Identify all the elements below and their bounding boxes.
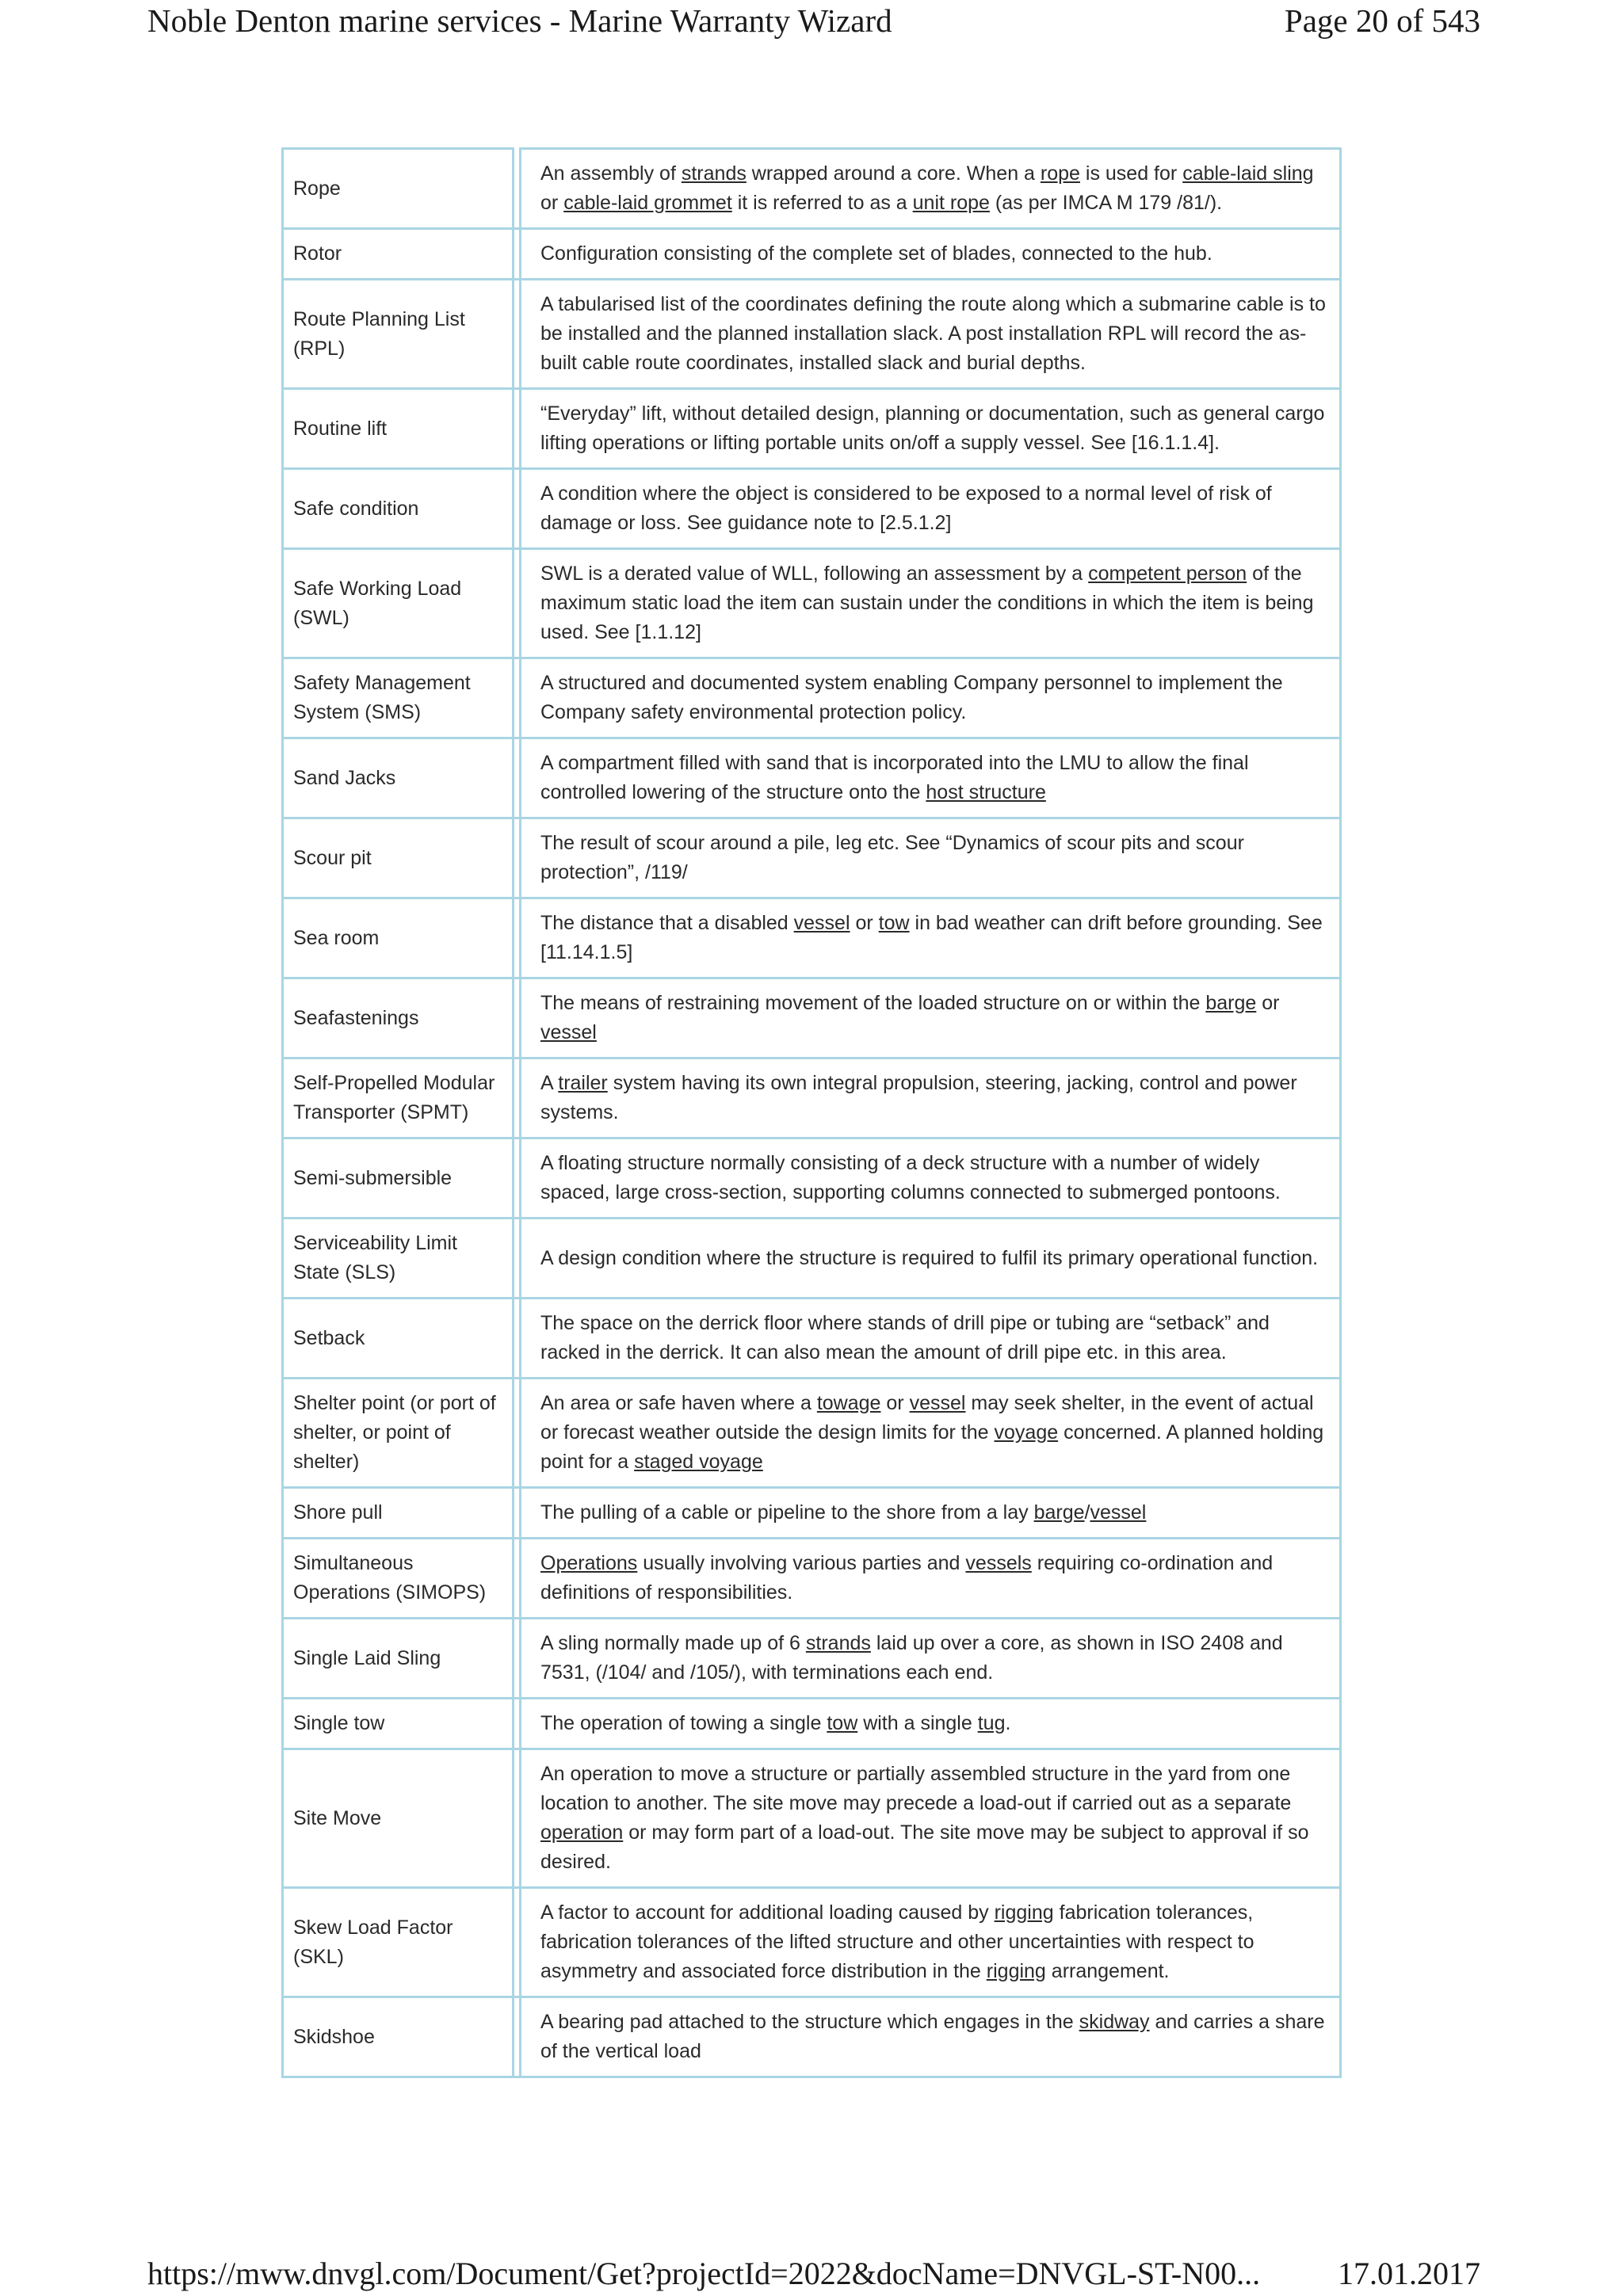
definition-text-segment: / (1084, 1501, 1090, 1524)
glossary-definition-text (540, 159, 1330, 218)
definition-text-segment: A (540, 1072, 559, 1094)
glossary-term-text: Seafastenings (293, 1006, 419, 1029)
glossary-term-text: Simultaneous Operations (SIMOPS) (293, 1552, 487, 1604)
glossary-term (281, 1889, 514, 1996)
definition-text-segment: SWL is a derated value of WLL, following an assessment by a (540, 563, 1089, 585)
glossary-row (281, 1750, 1342, 1889)
glossary-term (281, 1139, 514, 1217)
glossary-definition-text (540, 829, 1330, 887)
glossary-definition-text (540, 1244, 1318, 1273)
glossary-term-text: Routine lift (293, 417, 388, 440)
glossary-row (281, 147, 1342, 230)
cross-reference-link[interactable]: rigging (994, 1901, 1054, 1924)
glossary-row (281, 1489, 1342, 1539)
glossary-term (281, 147, 514, 227)
cross-reference-link[interactable]: towage (816, 1392, 881, 1414)
glossary-term-text: Shelter point (or port of shelter, or point of shelter) (293, 1392, 496, 1473)
glossary-row (281, 1299, 1342, 1379)
glossary-definition (519, 230, 1342, 278)
definition-text-segment: in bad weather can drift before grounding. See [11.14.1.5] (540, 912, 1323, 963)
definition-text-segment: A factor to account for additional loading caused by (540, 1901, 995, 1924)
glossary-row (281, 979, 1342, 1059)
definition-text-segment: or (880, 1392, 910, 1414)
definition-text-segment: or (850, 912, 879, 934)
definition-text-segment: or (1256, 992, 1280, 1014)
definition-text-segment: may seek shelter, in the event of actual or forecast weather outside the design limits for the (540, 1392, 1314, 1444)
definition-text-segment: usually involving various parties and (637, 1552, 966, 1574)
definition-text-segment: A sling normally made up of 6 (540, 1632, 806, 1654)
glossary-definition (519, 659, 1342, 737)
glossary-term-text: Sand Jacks (293, 766, 396, 789)
definition-text-segment: A design condition where the structure is required to fulfil its primary operational function. (540, 1246, 1319, 1269)
glossary-term (281, 1539, 514, 1617)
glossary-definition (519, 739, 1342, 817)
definition-text-segment: or (540, 192, 564, 214)
glossary-definition (519, 1998, 1342, 2076)
glossary-term-text: Rotor (293, 242, 342, 265)
definition-text-segment: A tabularised list of the coordinates defining the route along which a submarine cable is to be installed and the planned installation slack. A post installation RPL will record the as-built cable route coordinates, installed slack and burial depths. (540, 293, 1326, 374)
glossary-definition (519, 1489, 1342, 1537)
glossary-row (281, 230, 1342, 280)
glossary-row (281, 659, 1342, 739)
cross-reference-link[interactable]: cable-laid grommet (563, 192, 732, 214)
glossary-term (281, 1379, 514, 1486)
definition-text-segment: Configuration consisting of the complete set of blades, connected to the hub. (540, 242, 1212, 265)
definition-text-segment: An assembly of (540, 162, 682, 185)
definition-text-segment: A compartment filled with sand that is incorporated into the LMU to allow the final controlled lowering of the structure onto the (540, 752, 1249, 803)
glossary-definition-text (540, 909, 1330, 967)
definition-text-segment: . (1005, 1712, 1011, 1734)
cross-reference-link[interactable]: operation (540, 1821, 624, 1844)
glossary-term (281, 1219, 514, 1297)
cross-reference-link[interactable]: rigging (986, 1960, 1046, 1982)
glossary-row (281, 1699, 1342, 1750)
glossary-term-text: Semi-submersible (293, 1166, 453, 1189)
glossary-term-text: Single Laid Sling (293, 1646, 441, 1669)
glossary-term-text: Site Move (293, 1806, 382, 1829)
definition-text-segment: The space on the derrick floor where stands of drill pipe or tubing are “setback” and racked in the derrick. It can also mean the amount of drill pipe etc. in this area. (540, 1312, 1270, 1363)
glossary-definition (519, 979, 1342, 1057)
definition-text-segment: A structured and documented system enabling Company personnel to implement the Company safety environmental protection policy. (540, 672, 1283, 723)
cross-reference-link[interactable]: vessel (1090, 1501, 1147, 1524)
cross-reference-link[interactable]: skidway (1079, 2011, 1150, 2033)
glossary-definition-text (540, 290, 1330, 378)
glossary-definition (519, 470, 1342, 547)
glossary-definition-text (540, 479, 1330, 538)
definition-text-segment: “Everyday” lift, without detailed design, planning or documentation, such as general cargo lifting operations or lifting portable units on/off a supply vessel. See [16.1.1.4]. (540, 402, 1325, 454)
glossary-term (281, 1489, 514, 1537)
glossary-definition-text (540, 989, 1330, 1047)
cross-reference-link[interactable]: barge (1033, 1501, 1085, 1524)
definition-text-segment: The result of scour around a pile, leg etc. See “Dynamics of scour pits and scour protection”, /119/ (540, 832, 1244, 883)
glossary-definition (519, 1139, 1342, 1217)
cross-reference-link[interactable]: staged voyage (634, 1451, 763, 1473)
glossary-term-text: Single tow (293, 1712, 385, 1734)
definition-text-segment: and carries a share of the vertical load (540, 2011, 1325, 2062)
definition-text-segment: wrapped around a core. When a (746, 162, 1041, 185)
page-header (0, 0, 1623, 48)
document-title: Noble Denton marine services - Marine Warranty Wizard (147, 2, 892, 39)
glossary-definition (519, 899, 1342, 977)
definition-text-segment: The means of restraining movement of the loaded structure on or within the (540, 992, 1206, 1014)
glossary-definition (519, 390, 1342, 467)
glossary-term-text: Scour pit (293, 846, 372, 869)
glossary-row (281, 390, 1342, 470)
glossary-definition (519, 1889, 1342, 1996)
cross-reference-link[interactable]: unit rope (912, 192, 990, 214)
cross-reference-link[interactable]: tow (827, 1712, 858, 1734)
definition-text-segment: concerned. A planned holding point for a (540, 1421, 1324, 1473)
glossary-row (281, 899, 1342, 979)
definition-text-segment: of the maximum static load the item can sustain under the conditions in which the item is being used. See [1.1.12] (540, 563, 1314, 643)
glossary-term-text: Skidshoe (293, 2025, 375, 2048)
glossary-term (281, 899, 514, 977)
glossary-definition-text (540, 1709, 1010, 1738)
definition-text-segment: or may form part of a load-out. The site move may be subject to approval if so desired. (540, 1821, 1309, 1873)
definition-text-segment: it is referred to as a (731, 192, 913, 214)
glossary-definition-text (540, 1898, 1330, 1986)
glossary-definition-text (540, 1760, 1330, 1877)
glossary-definition (519, 1699, 1342, 1748)
glossary-term (281, 390, 514, 467)
cross-reference-link[interactable]: competent person (1088, 563, 1247, 585)
print-date: 17.01.2017 (1338, 2256, 1480, 2291)
glossary-definition-text (540, 749, 1330, 807)
glossary-term-text: Sea room (293, 926, 380, 949)
glossary-term-text: Route Planning List (RPL) (293, 307, 465, 360)
glossary-definition (519, 1299, 1342, 1377)
glossary-definition-text (540, 1389, 1330, 1477)
definition-text-segment: An area or safe haven where a (540, 1392, 817, 1414)
definition-text-segment: A floating structure normally consisting of a deck structure with a number of widely spaced, large cross-section, supporting columns connected to submerged pontoons. (540, 1152, 1281, 1203)
definition-text-segment: fabrication tolerances, fabrication tolerances of the lifted structure and other uncertainties with respect to asymmetry and associated force distribution in the (540, 1901, 1254, 1982)
cross-reference-link[interactable]: tug (977, 1712, 1006, 1734)
glossary-term (281, 819, 514, 897)
definition-text-segment: The distance that a disabled (540, 912, 794, 934)
glossary-row (281, 1139, 1342, 1219)
glossary-term-text: Self-Propelled Modular Transporter (SPMT) (293, 1072, 495, 1123)
glossary-row (281, 1219, 1342, 1299)
page-number: Page 20 of 543 (1284, 2, 1480, 39)
glossary-row (281, 1379, 1342, 1489)
cross-reference-link[interactable]: voyage (994, 1421, 1059, 1444)
cross-reference-link[interactable]: barge (1205, 992, 1257, 1014)
glossary-definition-text (540, 1309, 1330, 1367)
glossary-definition-text (540, 1498, 1146, 1527)
definition-text-segment: An operation to move a structure or partially assembled structure in the yard from one location to another. The site move may precede a load-out if carried out as a separate (540, 1763, 1292, 1814)
glossary-row (281, 280, 1342, 390)
glossary-term-text: Rope (293, 177, 341, 200)
cross-reference-link[interactable]: vessel (793, 912, 850, 934)
glossary-row (281, 1998, 1342, 2078)
definition-text-segment: (as per IMCA M 179 /81/). (989, 192, 1223, 214)
glossary-term (281, 659, 514, 737)
cross-reference-link[interactable]: vessels (965, 1552, 1032, 1574)
definition-text-segment: arrangement. (1045, 1960, 1170, 1982)
glossary-definition (519, 1379, 1342, 1486)
glossary-term-text: Shore pull (293, 1501, 383, 1524)
glossary-term (281, 280, 514, 387)
glossary-definition (519, 147, 1342, 227)
glossary-term (281, 1750, 514, 1886)
cross-reference-link[interactable]: trailer (558, 1072, 608, 1094)
glossary-definition-text (540, 1629, 1330, 1688)
glossary-term-text: Safety Management System (SMS) (293, 672, 471, 723)
definition-text-segment: requiring co-ordination and definitions of responsibilities. (540, 1552, 1274, 1604)
glossary-definition (519, 1750, 1342, 1886)
glossary-term (281, 1619, 514, 1697)
glossary-term (281, 470, 514, 547)
cross-reference-link[interactable]: vessel (540, 1021, 597, 1043)
glossary-row (281, 1889, 1342, 1998)
cross-reference-link[interactable]: rope (1040, 162, 1080, 185)
cross-reference-link[interactable]: strands (681, 162, 747, 185)
glossary-definition (519, 280, 1342, 387)
glossary-row (281, 1059, 1342, 1139)
cross-reference-link[interactable]: Operations (540, 1552, 638, 1574)
glossary-term (281, 550, 514, 657)
definition-text-segment: The pulling of a cable or pipeline to the shore from a lay (540, 1501, 1034, 1524)
cross-reference-link[interactable]: tow (878, 912, 910, 934)
glossary-term-text: Serviceability Limit State (SLS) (293, 1232, 458, 1283)
glossary-definition (519, 1539, 1342, 1617)
glossary-definition (519, 819, 1342, 897)
glossary-term (281, 739, 514, 817)
cross-reference-link[interactable]: strands (805, 1632, 871, 1654)
glossary-term (281, 1059, 514, 1137)
page-footer (0, 2255, 1623, 2296)
glossary-definition (519, 550, 1342, 657)
definition-text-segment: with a single (857, 1712, 978, 1734)
glossary-term-text: Safe condition (293, 497, 419, 520)
glossary-row (281, 1619, 1342, 1699)
glossary-definition (519, 1059, 1342, 1137)
glossary-definition-text (540, 669, 1330, 727)
glossary-row (281, 1539, 1342, 1619)
definition-text-segment: is used for (1079, 162, 1183, 185)
definition-text-segment: A bearing pad attached to the structure which engages in the (540, 2011, 1079, 2033)
glossary-table (281, 147, 1342, 2078)
definition-text-segment: laid up over a core, as shown in ISO 2408 and 7531, (/104/ and /105/), with terminations each end. (540, 1632, 1283, 1684)
glossary-row (281, 550, 1342, 659)
definition-text-segment: The operation of towing a single (540, 1712, 827, 1734)
glossary-definition-text (540, 1149, 1330, 1207)
glossary-definition-text (540, 1549, 1330, 1608)
glossary-definition (519, 1219, 1342, 1297)
glossary-term-text: Setback (293, 1326, 365, 1349)
definition-text-segment: system having its own integral propulsion, steering, jacking, control and power systems. (540, 1072, 1297, 1123)
cross-reference-link[interactable]: vessel (909, 1392, 966, 1414)
glossary-term (281, 1299, 514, 1377)
glossary-term-text: Safe Working Load (SWL) (293, 577, 462, 629)
glossary-definition-text (540, 399, 1330, 458)
glossary-term (281, 979, 514, 1057)
glossary-definition-text (540, 559, 1330, 647)
glossary-row (281, 470, 1342, 550)
glossary-definition (519, 1619, 1342, 1697)
cross-reference-link[interactable]: cable-laid sling (1182, 162, 1314, 185)
glossary-definition-text (540, 1069, 1330, 1127)
glossary-row (281, 819, 1342, 899)
definition-text-segment: A condition where the object is considered to be exposed to a normal level of risk of damage or loss. See guidance note to [2.5.1.2] (540, 482, 1272, 534)
glossary-term (281, 230, 514, 278)
cross-reference-link[interactable]: host structure (926, 781, 1046, 803)
glossary-row (281, 739, 1342, 819)
glossary-term (281, 1699, 514, 1748)
glossary-term-text: Skew Load Factor (SKL) (293, 1916, 453, 1968)
glossary-term (281, 1998, 514, 2076)
source-url: https://mww.dnvgl.com/Document/Get?projectId=2022&docName=DNVGL-ST-N00... (147, 2256, 1261, 2291)
glossary-definition-text (540, 2008, 1330, 2066)
glossary-definition-text (540, 239, 1212, 269)
